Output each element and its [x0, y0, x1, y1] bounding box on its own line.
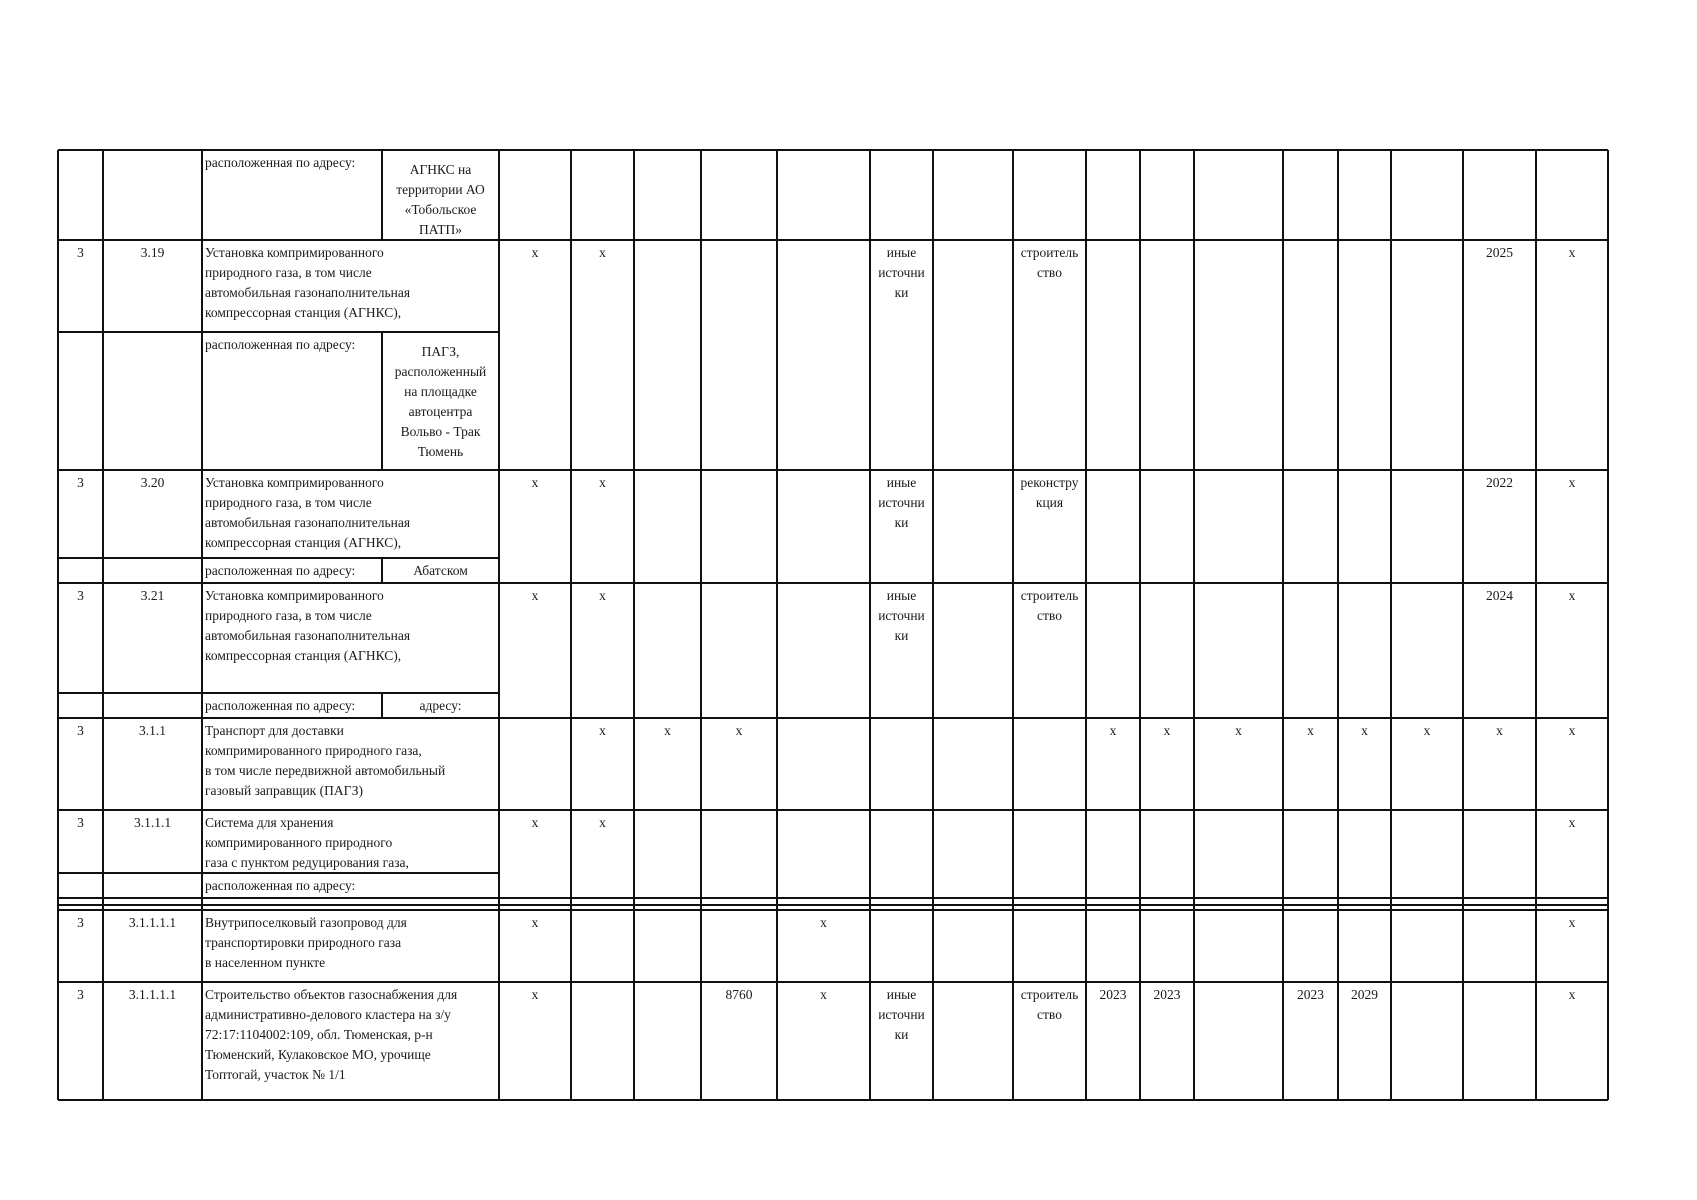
table-cell-k16: x — [1568, 588, 1576, 603]
table-cell-k1: x — [531, 588, 539, 603]
address-value: АГНКС на территории АО «Тобольское ПАТП» — [396, 162, 485, 237]
object-name: Транспорт для доставки компримированного природного газа, в том числе передвижной автомобильный газовый заправщик (ПАГЗ) — [205, 723, 446, 798]
object-name: Строительство объектов газоснабжения для административно-делового кластера на з/у 72:17:1104002:109, обл. Тюменская, р-н Тюменский, Кулаковское МО, урочище Топтогай, участок № 1/1 — [205, 987, 458, 1082]
table-cell-k16: x — [1568, 815, 1576, 830]
table-rule — [1139, 150, 1141, 1100]
table-cell-k1: x — [531, 475, 539, 490]
table-rule — [58, 469, 1608, 471]
table-cell-k5: x — [820, 987, 827, 1002]
table-cell-k1: x — [531, 245, 539, 260]
table-rule — [1535, 150, 1537, 1100]
table-cell-k16: x — [1568, 475, 1576, 490]
table-cell-k15: 2022 — [1486, 475, 1513, 490]
table-rule — [1337, 150, 1339, 1100]
object-name: Установка компримированного природного газа, в том числе автомобильная газонаполнительная компрессорная станция (АГНКС), — [205, 588, 411, 663]
table-rule — [776, 150, 778, 1100]
table-cell-k2: x — [599, 245, 606, 260]
table-cell-k4: 8760 — [725, 987, 753, 1002]
table-cell-c1: 3 — [77, 915, 84, 930]
table-cell-k8: реконстру кция — [1020, 475, 1079, 510]
table-cell-c2: 3.1.1.1.1 — [128, 915, 177, 930]
table-cell-k2: x — [599, 588, 606, 603]
table-rule — [700, 150, 702, 1100]
table-cell-k5: x — [820, 915, 827, 930]
table-cell-c2: 3.1.1.1.1 — [128, 987, 177, 1002]
table-cell-c1: 3 — [77, 987, 84, 1002]
table-cell-c1: 3 — [77, 723, 84, 738]
address-value: адресу: — [419, 698, 462, 713]
table-rule — [1607, 150, 1609, 1100]
table-rule — [58, 331, 499, 332]
table-cell-c1: 3 — [77, 475, 84, 490]
object-name: Установка компримированного природного газа, в том числе автомобильная газонаполнительная компрессорная станция (АГНКС), — [205, 475, 411, 550]
table-cell-k4: x — [735, 723, 743, 738]
table-rule — [570, 150, 572, 1100]
table-cell-k9: x — [1109, 723, 1117, 738]
table-rule — [58, 582, 1608, 584]
table-cell-k12: x — [1307, 723, 1314, 738]
table-cell-k11: x — [1235, 723, 1242, 738]
table-cell-c1: 3 — [77, 588, 84, 603]
table-cell-k1: x — [531, 915, 539, 930]
table-rule — [58, 557, 499, 558]
table-cell-k3: x — [664, 723, 671, 738]
table-rule — [58, 897, 1608, 899]
table-rule — [58, 717, 1608, 719]
object-name: расположенная по адресу: — [205, 563, 356, 578]
table-cell-k16: x — [1568, 987, 1576, 1002]
object-name: Система для хранения компримированного природного газа с пунктом редуцирования газа, — [205, 815, 409, 870]
table-cell-k8: строитель ство — [1020, 588, 1079, 623]
table-rule — [1462, 150, 1464, 1100]
table-cell-c2: 3.19 — [140, 245, 165, 260]
object-name: расположенная по адресу: — [205, 155, 356, 170]
table-cell-c1: 3 — [77, 815, 84, 830]
table-rule — [57, 150, 59, 1100]
object-name: расположенная по адресу: — [205, 337, 356, 352]
object-name: Внутрипоселковый газопровод для транспортировки природного газа в населенном пункте — [205, 915, 407, 970]
table-cell-k16: x — [1568, 915, 1576, 930]
table-cell-k15: x — [1496, 723, 1503, 738]
table-rule — [58, 981, 1608, 983]
table-rule — [102, 150, 104, 1100]
table-rule — [58, 692, 499, 693]
table-cell-k1: x — [531, 987, 539, 1002]
table-cell-k16: x — [1568, 245, 1576, 260]
table-cell-k15: 2025 — [1486, 245, 1513, 260]
table-cell-k10: 2023 — [1153, 987, 1181, 1002]
table-cell-k8: строитель ство — [1020, 245, 1079, 280]
address-value: ПАГЗ, расположенный на площадке автоцентра Вольво - Трак Тюмень — [394, 344, 487, 459]
table-cell-k10: x — [1163, 723, 1171, 738]
object-name: расположенная по адресу: — [205, 878, 356, 893]
table-rule — [58, 1099, 1608, 1101]
table-cell-c2: 3.21 — [140, 588, 165, 603]
table-cell-k16: x — [1568, 723, 1576, 738]
table-cell-k14: x — [1423, 723, 1431, 738]
table-rule — [58, 149, 1608, 151]
table-cell-k2: x — [599, 475, 606, 490]
table-cell-c2: 3.1.1.1 — [133, 815, 172, 830]
table-rule — [1193, 150, 1195, 1100]
table-cell-k15: 2024 — [1486, 588, 1513, 603]
table-cell-k6: иные источни ки — [878, 475, 925, 530]
table-cell-k12: 2023 — [1297, 987, 1324, 1002]
table-cell-k9: 2023 — [1099, 987, 1127, 1002]
table-rule — [58, 809, 1608, 811]
table-cell-c2: 3.20 — [140, 475, 165, 490]
table-cell-c2: 3.1.1 — [139, 723, 166, 738]
table-cell-c1: 3 — [77, 245, 84, 260]
object-name: Установка компримированного природного газа, в том числе автомобильная газонаполнительная компрессорная станция (АГНКС), — [205, 245, 411, 320]
table-rule — [633, 150, 635, 1100]
table-cell-k1: x — [531, 815, 539, 830]
table-cell-k6: иные источни ки — [878, 987, 925, 1042]
address-value: Абатском — [413, 563, 468, 578]
table-cell-k2: x — [599, 723, 606, 738]
table-rule — [1282, 150, 1284, 1100]
table-rule — [58, 909, 1608, 911]
table-rule — [1390, 150, 1392, 1100]
table-cell-k6: иные источни ки — [878, 245, 925, 300]
table-cell-k6: иные источни ки — [878, 588, 925, 643]
table-rule — [201, 150, 203, 1100]
table-cell-k13: x — [1361, 723, 1368, 738]
table-cell-k8: строитель ство — [1020, 987, 1079, 1022]
table-cell-k2: x — [599, 815, 606, 830]
table-rule — [58, 239, 1608, 241]
table-rule — [58, 904, 1608, 905]
object-name: расположенная по адресу: — [205, 698, 356, 713]
table-cell-k13: 2029 — [1351, 987, 1378, 1002]
